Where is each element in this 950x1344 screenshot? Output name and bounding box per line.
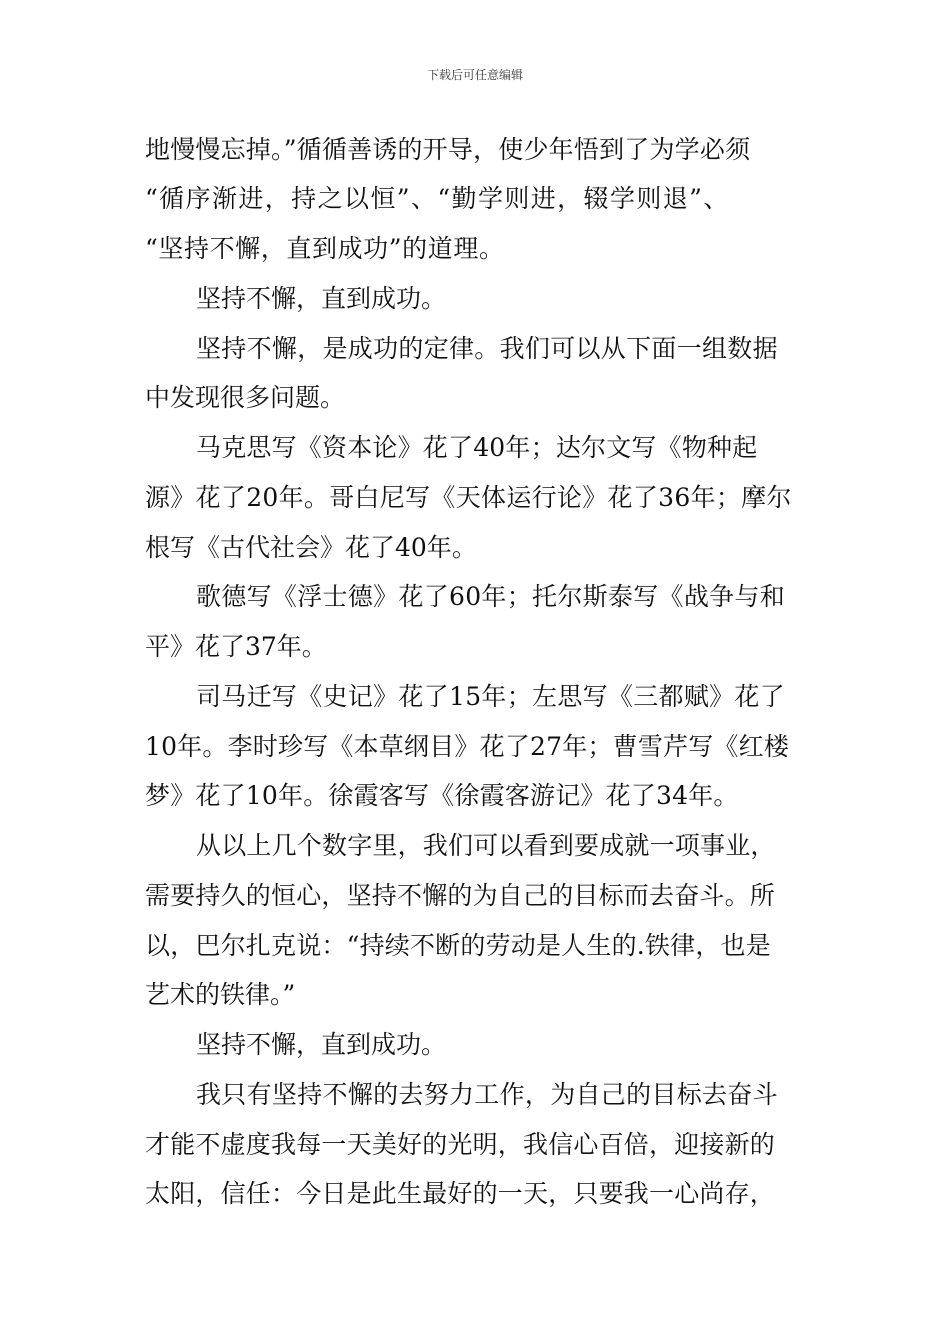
text-line: 源》花了20年。哥白尼写《天体运行论》花了36年；摩尔 [145,483,792,512]
text-line: 艺术的铁律。” [145,980,296,1009]
text-line: 以，巴尔扎克说：“持续不断的劳动是人生的.铁律，也是 [145,931,771,960]
text-line: 从以上几个数字里，我们可以看到要成就一项事业， [196,831,776,860]
text-line: 需要持久的恒心，坚持不懈的为自己的目标而去奋斗。所 [145,881,776,910]
text-line: 坚持不懈，直到成功。 [196,284,447,313]
text-line: 坚持不懈，是成功的定律。我们可以从下面一组数据 [196,334,778,363]
text-line: 歌德写《浮士德》花了60年；托尔斯泰写《战争与和 [196,582,786,611]
text-line: 根写《古代社会》花了40年。 [145,533,477,562]
text-line: 地慢慢忘掉。”循循善诱的开导，使少年悟到了为学必须 [145,135,751,164]
text-line: 才能不虚度我每一天美好的光明，我信心百倍，迎接新的 [145,1130,776,1159]
text-line: 司马迁写《史记》花了15年；左思写《三都赋》花了 [196,682,786,711]
text-line: 马克思写《资本论》花了40年；达尔文写《物种起 [196,433,758,462]
text-line: 太阳，信任：今日是此生最好的一天，只要我一心尚存， [145,1179,776,1208]
text-line: 梦》花了10年。徐霞客写《徐霞客游记》花了34年。 [145,781,739,810]
text-line: “循序渐进，持之以恒”、“勤学则进，辍学则退”、 [145,184,730,213]
page-header: 下载后可任意编辑 [426,68,523,82]
text-line: 平》花了37年。 [145,632,327,661]
text-line: 我只有坚持不懈的去努力工作，为自己的目标去奋斗 [196,1080,778,1109]
text-line: “坚持不懈，直到成功”的道理。 [145,234,505,263]
text-line: 10年。李时珍写《本草纲目》花了27年；曹雪芹写《红楼 [145,732,790,761]
text-line: 坚持不懈，直到成功。 [196,1030,447,1059]
text-line: 中发现很多问题。 [145,383,346,412]
